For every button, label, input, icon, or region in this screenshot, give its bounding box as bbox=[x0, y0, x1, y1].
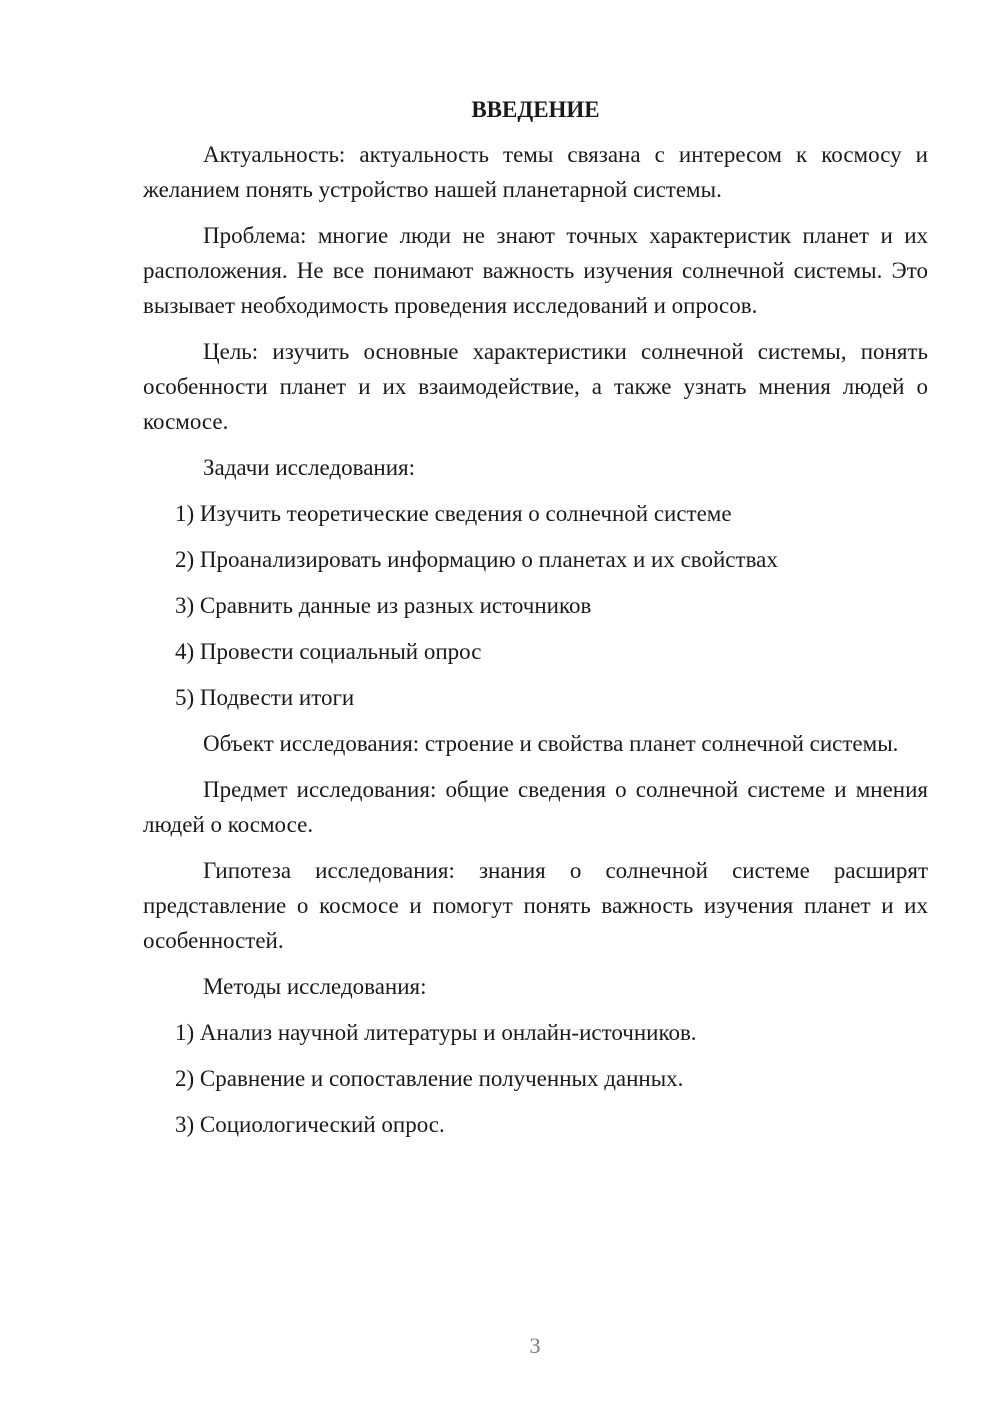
tasks-label: Задачи исследования: bbox=[203, 455, 416, 480]
problem-paragraph: Проблема: многие люди не знают точных характеристик планет и их расположения. Не все понимают важность изучения солнечной системы. Это вызывает необходимость проведения исследований и опросов. bbox=[143, 223, 928, 318]
list-item: 4) Провести социальный опрос bbox=[175, 639, 482, 664]
list-item: 2) Проанализировать информацию о планетах и их свойствах bbox=[175, 547, 778, 572]
list-item: 2) Сравнение и сопоставление полученных данных. bbox=[175, 1066, 684, 1091]
list-item: 3) Социологический опрос. bbox=[175, 1112, 445, 1137]
methods-list bbox=[143, 1015, 928, 1142]
list-item: 1) Анализ научной литературы и онлайн-источников. bbox=[175, 1020, 697, 1045]
relevance-paragraph: Актуальность: актуальность темы связана с интересом к космосу и желанием понять устройство нашей планетарной системы. bbox=[143, 142, 928, 202]
subject-paragraph: Предмет исследования: общие сведения о солнечной системе и мнения людей о космосе. bbox=[143, 777, 928, 837]
tasks-list bbox=[143, 496, 928, 715]
methods-label: Методы исследования: bbox=[203, 974, 427, 999]
document-page bbox=[143, 92, 928, 1153]
object-paragraph: Объект исследования: строение и свойства планет солнечной системы. bbox=[203, 731, 899, 756]
list-item: 1) Изучить теоретические сведения о солнечной системе bbox=[175, 501, 732, 526]
goal-paragraph: Цель: изучить основные характеристики солнечной системы, понять особенности планет и их взаимодействие, а также узнать мнения людей о космосе. bbox=[143, 339, 928, 434]
hypothesis-paragraph: Гипотеза исследования: знания о солнечной системе расширят представление о космосе и помогут понять важность изучения планет и их особенностей. bbox=[143, 858, 928, 953]
list-item: 3) Сравнить данные из разных источников bbox=[175, 593, 592, 618]
section-heading: ВВЕДЕНИЕ bbox=[471, 97, 600, 122]
list-item: 5) Подвести итоги bbox=[175, 685, 355, 710]
page-number: 3 bbox=[529, 1333, 541, 1358]
